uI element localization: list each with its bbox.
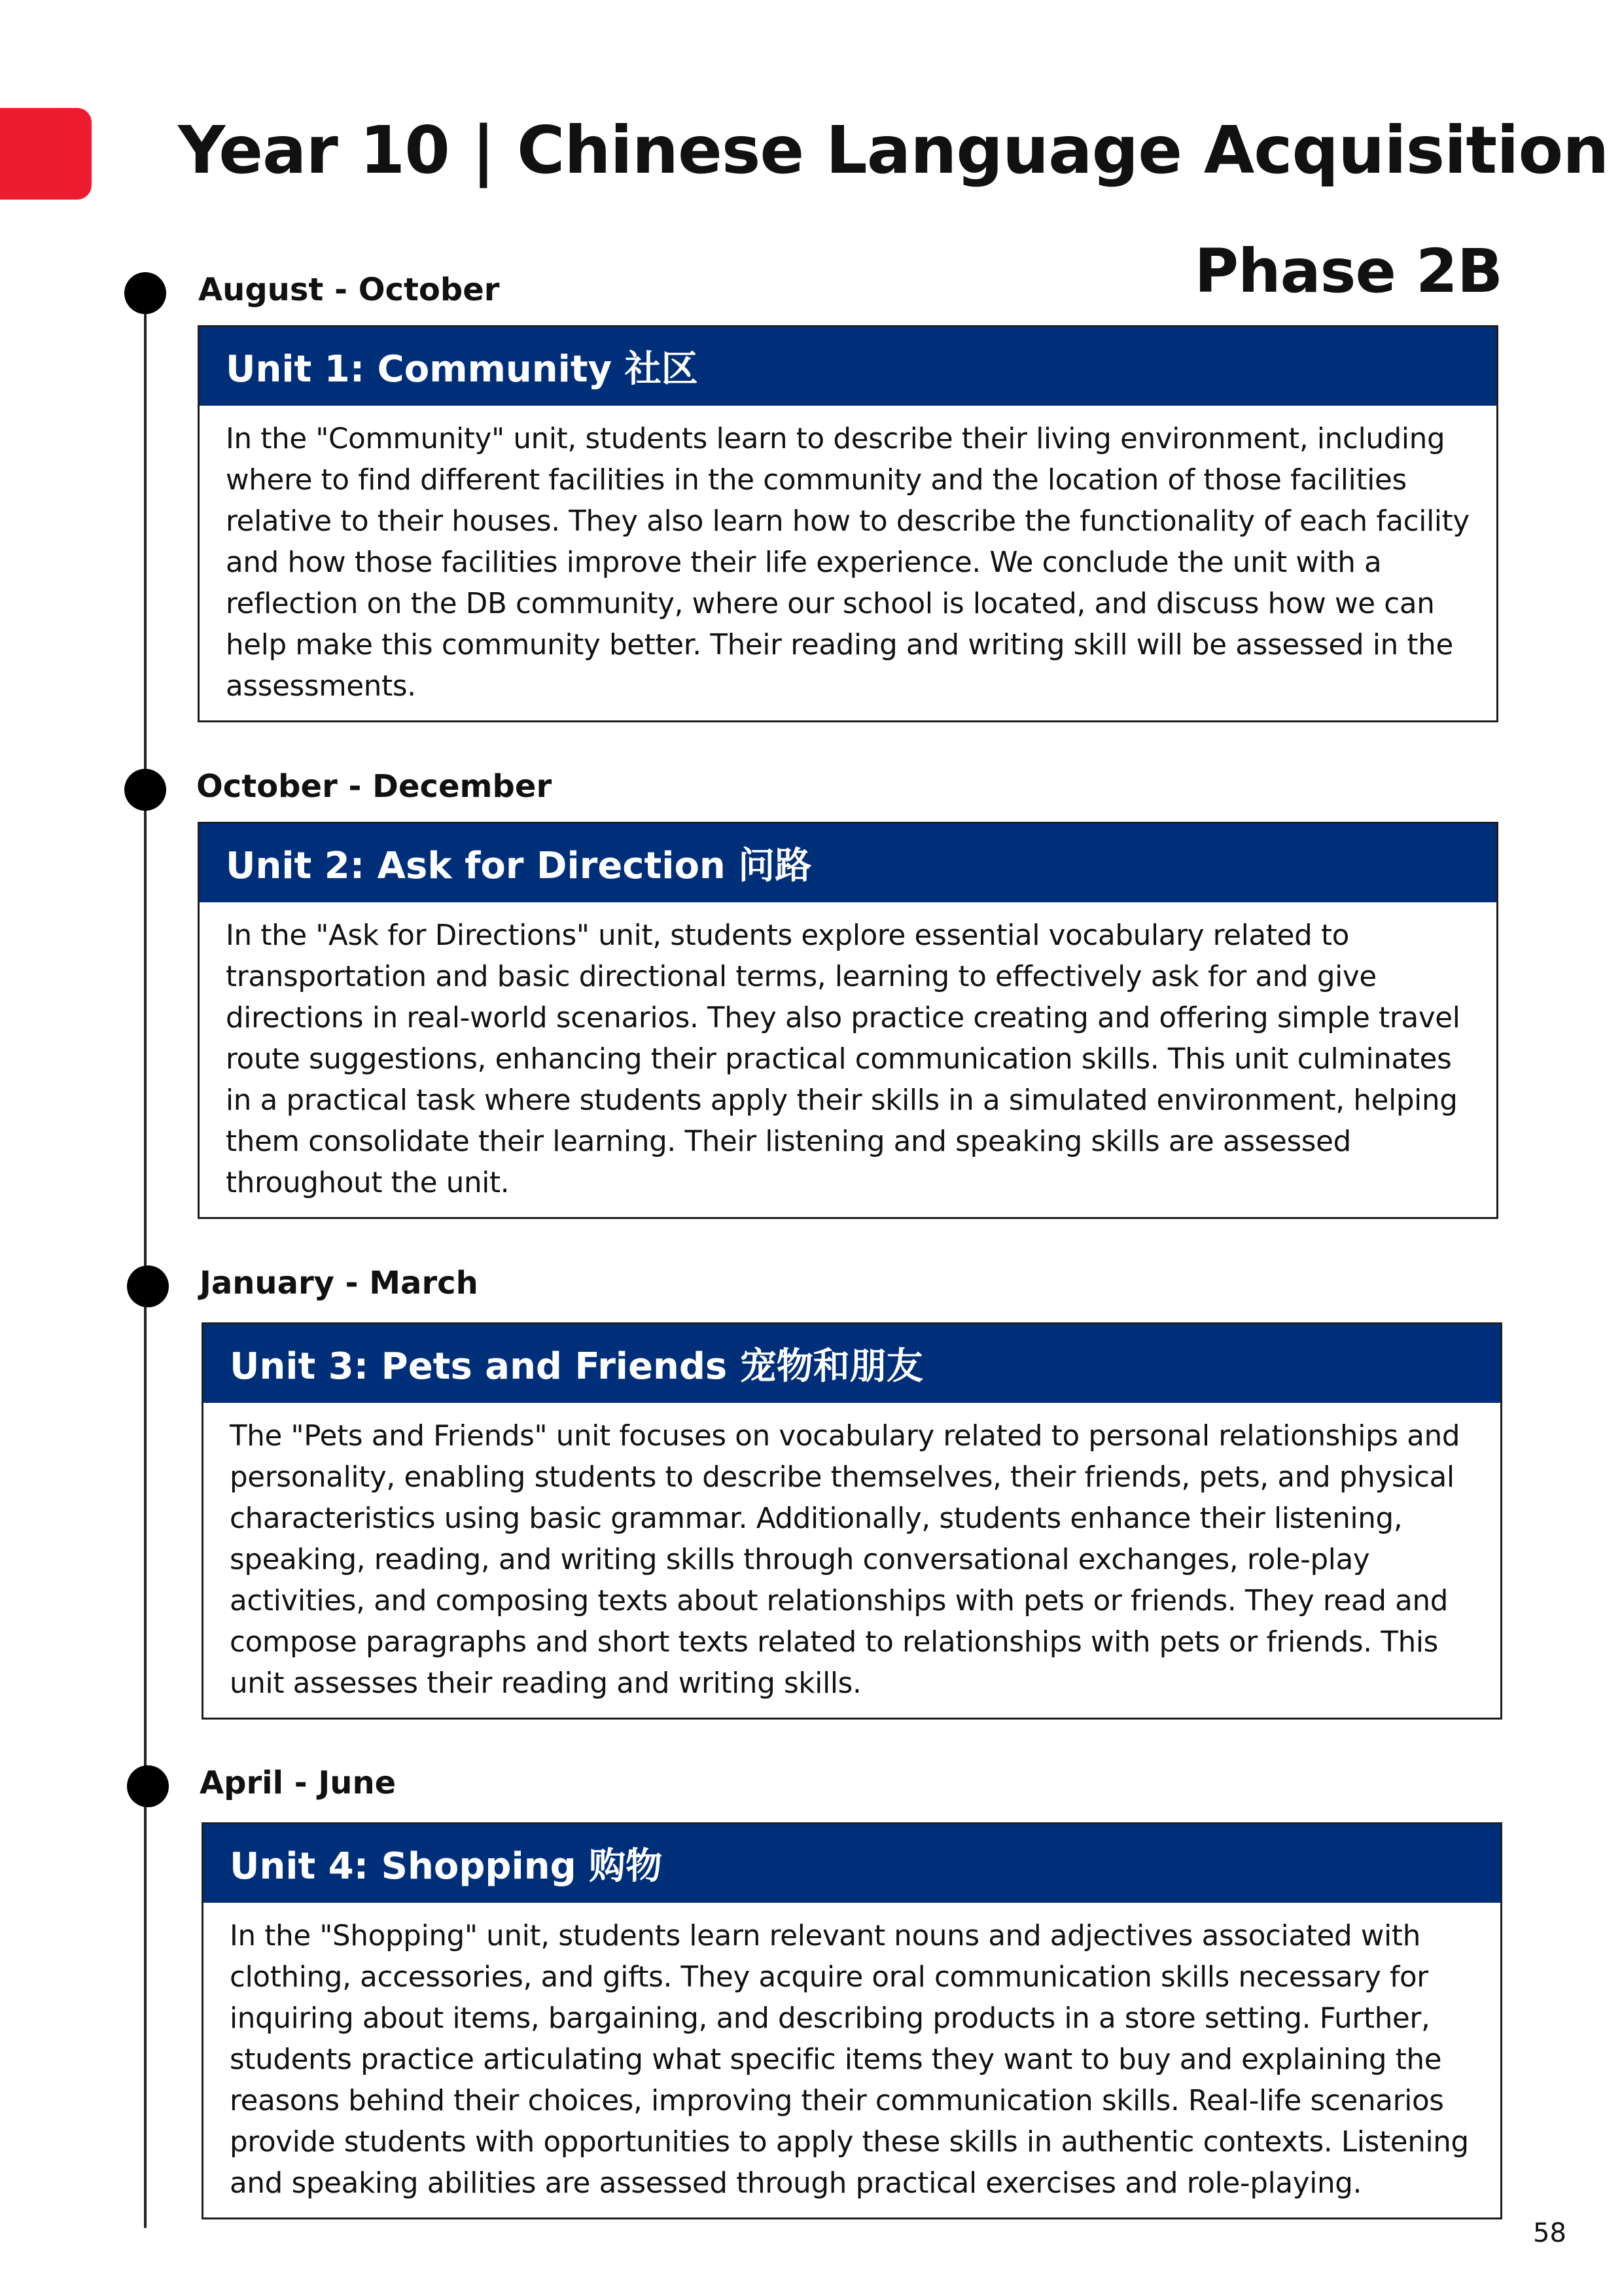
unit-title: Unit 4: Shopping 购物 <box>203 1824 1500 1903</box>
unit-card <box>198 325 1498 722</box>
unit-title: Unit 1: Community 社区 <box>200 327 1496 406</box>
unit-title: Unit 3: Pets and Friends 宠物和朋友 <box>203 1324 1500 1403</box>
unit-description: In the "Ask for Directions" unit, students explore essential vocabulary related to transportation and basic directional terms, learning to effectively ask for and give directions in real-world scenarios. They also practice creating and offering simple travel route suggestions, enhancing their practical communication skills. This unit culminates in a practical task where students apply their skills in a simulated environment, helping them consolidate their learning. Their listening and speaking skills are assessed throughout the unit. <box>226 919 1460 1199</box>
timeline-dot <box>127 1765 169 1807</box>
unit-description: The "Pets and Friends" unit focuses on vocabulary related to personal relationships and personality, enabling students to describe themselves, their friends, pets, and physical characteristics using basic grammar. Additionally, students enhance their listening, speaking, reading, and writing skills through conversational exchanges, role-play activities, and composing texts about relationships with pets or friends. They read and compose paragraphs and short texts related to relationships with pets or friends. This unit assesses their reading and writing skills. <box>230 1420 1460 1700</box>
timeline-dot <box>124 769 166 811</box>
unit-card <box>202 1822 1502 2219</box>
unit-period: April - June <box>200 1765 397 1801</box>
page-number: 58 <box>1533 2218 1566 2248</box>
phase-label: Phase 2B <box>1194 236 1502 306</box>
unit-period: August - October <box>198 272 500 308</box>
unit-card <box>198 822 1498 1219</box>
timeline-dot <box>124 272 166 314</box>
unit-card <box>202 1322 1502 1720</box>
unit-period: January - March <box>200 1265 478 1301</box>
timeline-dot <box>127 1265 169 1307</box>
unit-description: In the "Community" unit, students learn to describe their living environment, including where to find different facilities in the community and the location of those facilities relative to their houses. They also learn how to describe the functionality of each facility and how those facilities improve their life experience. We conclude the unit with a reflection on the DB community, where our school is located, and discuss how we can help make this community better. Their reading and writing skill will be assessed in the assessments. <box>226 423 1470 703</box>
unit-period: October - December <box>196 768 552 805</box>
unit-title: Unit 2: Ask for Direction 问路 <box>200 824 1496 902</box>
timeline-line <box>144 288 147 2228</box>
page-title: Year 10 | Chinese Language Acquisition <box>178 112 1609 188</box>
unit-description: In the "Shopping" unit, students learn relevant nouns and adjectives associated with clothing, accessories, and gifts. They acquire oral communication skills necessary for inquiring about items, bargaining, and describing products in a store setting. Further, students practice articulating what specific items they want to buy and explaining the reasons behind their choices, improving their communication skills. Real-life scenarios provide students with opportunities to apply these skills in authentic contexts. Listening and speaking abilities are assessed through practical exercises and role-playing. <box>230 1920 1469 2200</box>
red-corner-tab <box>0 108 92 200</box>
